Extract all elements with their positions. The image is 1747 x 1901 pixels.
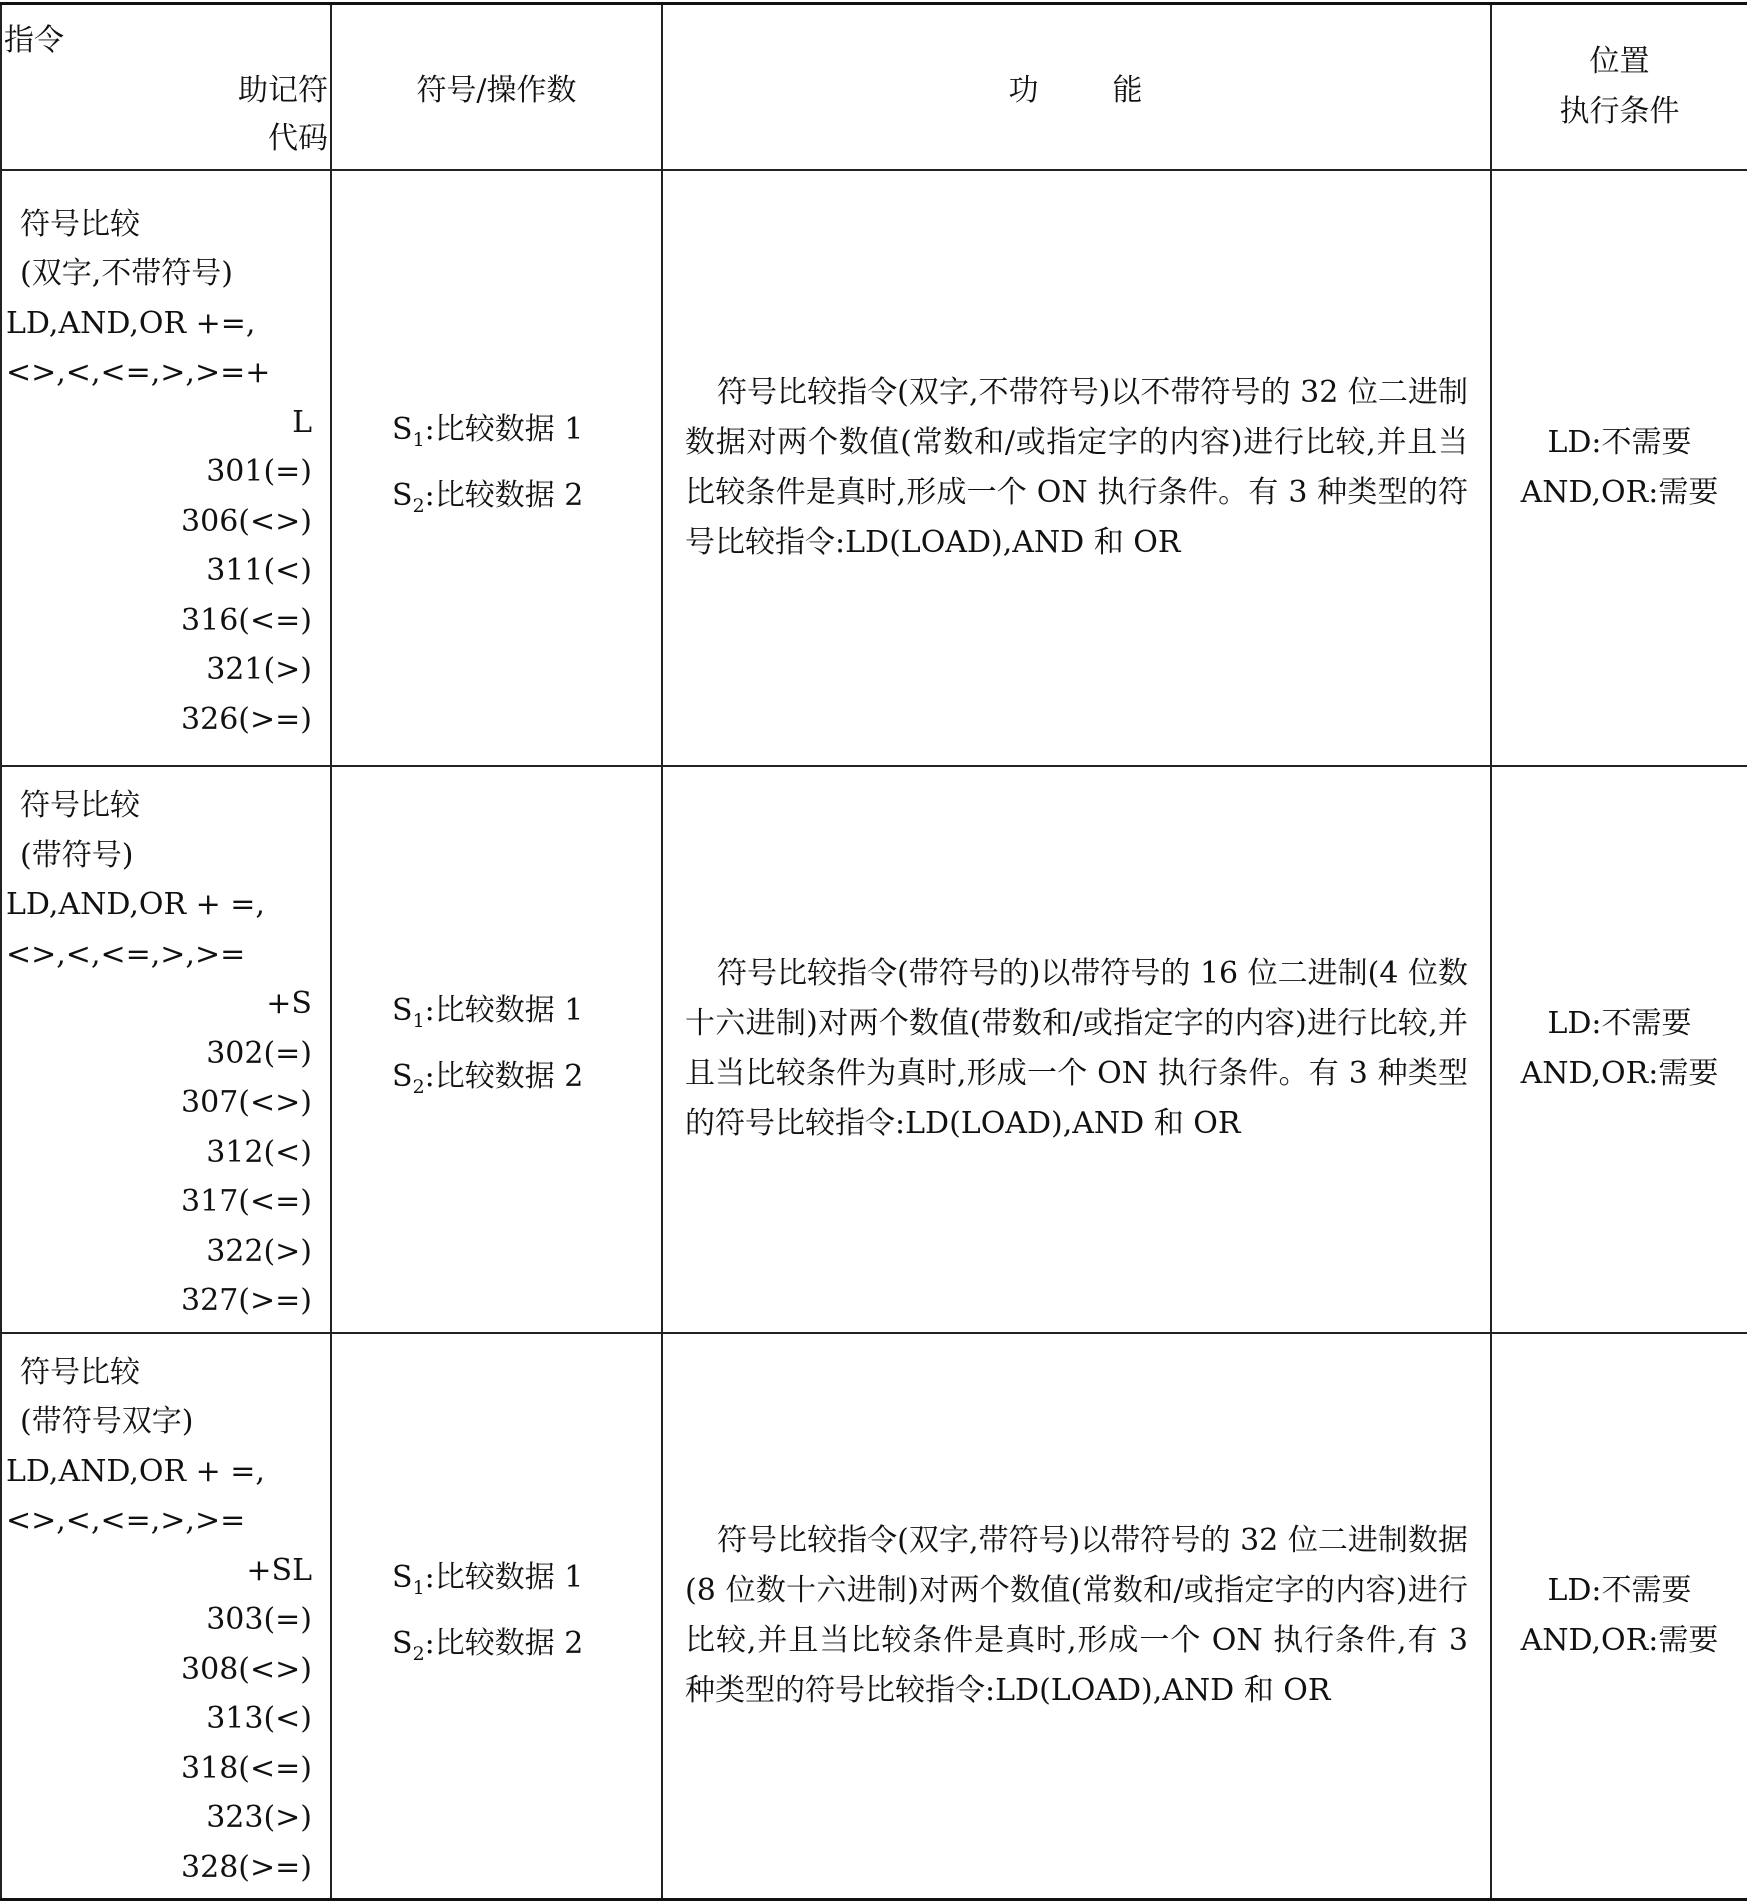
instruction-code: 321(>) xyxy=(206,652,312,688)
header-instruction-cell xyxy=(1,4,331,171)
header-exec-condition: 执行条件 xyxy=(1559,94,1680,129)
header-position: 位置 xyxy=(1589,44,1650,79)
function-cell: 符号比较指令(带符号的)以带符号的 16 位二进制(4 位数十六进制)对两个数值(带数和/或指定字的内容)进行比较,并且当比较条件为真时,形成一个 ON 执行条件。有 3 种类型的符号比较指令:LD(LOAD),AND 和 OR xyxy=(662,766,1491,1333)
instruction-table xyxy=(0,2,1747,1901)
instruction-code: 316(<=) xyxy=(181,602,312,638)
operand-s1: $S_1$:比较数据 1 xyxy=(392,412,584,451)
instruction-code: 308(<>) xyxy=(181,1651,312,1687)
instruction-code: 301(=) xyxy=(206,454,312,490)
header-position-cell xyxy=(1491,4,1747,171)
header-row xyxy=(1,4,1747,171)
instruction-cell xyxy=(1,1333,331,1900)
operand-s1: $S_1$:比较数据 1 xyxy=(392,993,584,1033)
position-ld: LD:不需要 xyxy=(1547,1572,1692,1608)
operand-s2: $S_2$:比较数据 2 xyxy=(392,478,584,517)
mnemonic-suffix: L xyxy=(292,404,312,440)
position-and-or: AND,OR:需要 xyxy=(1520,475,1719,510)
position-and-or: AND,OR:需要 xyxy=(1520,1622,1719,1658)
instruction-subtitle: (带符号) xyxy=(20,837,134,873)
instruction-code: 328(>=) xyxy=(181,1849,312,1885)
operand-s2: $S_2$:比较数据 2 xyxy=(392,1625,584,1665)
instruction-subtitle: (带符号双字) xyxy=(20,1404,194,1439)
instruction-code: 306(<>) xyxy=(181,503,312,539)
mnemonic-line-2: <>,<,<=,>,>=+ xyxy=(6,355,271,391)
instruction-code: 317(<=) xyxy=(181,1184,312,1219)
instruction-title: 符号比较 xyxy=(20,788,140,823)
mnemonic-line-1: LD,AND,OR + =, xyxy=(6,1453,265,1489)
operand-s2: $S_2$:比较数据 2 xyxy=(392,1059,584,1099)
instruction-cell xyxy=(1,766,331,1333)
table-row xyxy=(1,170,1747,766)
mnemonic-line-2: <>,<,<=,>,>= xyxy=(6,1503,246,1538)
operand-cell xyxy=(331,766,662,1333)
mnemonic-line-1: LD,AND,OR + =, xyxy=(6,887,265,922)
instruction-code: 327(>=) xyxy=(181,1283,312,1318)
mnemonic-suffix: +S xyxy=(266,986,312,1021)
instruction-cell xyxy=(1,170,331,766)
operand-cell xyxy=(331,170,662,766)
mnemonic-suffix: +SL xyxy=(246,1552,312,1588)
instruction-code: 303(=) xyxy=(206,1602,312,1637)
header-instruction: 指令 xyxy=(4,23,64,58)
table-row xyxy=(1,1333,1747,1900)
operand-s1: $S_1$:比较数据 1 xyxy=(392,1559,584,1599)
header-code: 代码 xyxy=(268,121,328,156)
position-ld: LD:不需要 xyxy=(1547,425,1692,460)
mnemonic-line-1: LD,AND,OR +=, xyxy=(6,305,256,341)
header-function xyxy=(662,4,1491,171)
header-function-a: 功 xyxy=(1008,73,1041,108)
position-ld: LD:不需要 xyxy=(1547,1006,1692,1042)
header-function-b: 能 xyxy=(1112,73,1145,108)
instruction-code: 311(<) xyxy=(206,553,312,589)
instruction-code: 313(<) xyxy=(206,1701,312,1736)
instruction-code: 312(<) xyxy=(206,1134,312,1170)
instruction-code: 318(<=) xyxy=(181,1750,312,1786)
table-row xyxy=(1,766,1747,1333)
instruction-code: 323(>) xyxy=(206,1800,312,1835)
header-mnemonic: 助记符 xyxy=(238,73,328,108)
instruction-title: 符号比较 xyxy=(20,206,140,242)
position-cell xyxy=(1491,766,1747,1333)
instruction-subtitle: (双字,不带符号) xyxy=(20,256,233,292)
operand-cell xyxy=(331,1333,662,1900)
mnemonic-line-2: <>,<,<=,>,>= xyxy=(6,936,246,972)
function-cell: 符号比较指令(双字,不带符号)以不带符号的 32 位二进制数据对两个数值(常数和/或指定字的内容)进行比较,并且当比较条件是真时,形成一个 ON 执行条件。有 3 种类型的符号比较指令:LD(LOAD),AND 和 OR xyxy=(662,170,1491,766)
instruction-code: 326(>=) xyxy=(181,701,312,737)
instruction-code: 302(=) xyxy=(206,1035,312,1071)
position-cell xyxy=(1491,1333,1747,1900)
instruction-code: 322(>) xyxy=(206,1233,312,1269)
position-and-or: AND,OR:需要 xyxy=(1520,1056,1719,1092)
instruction-code: 307(<>) xyxy=(181,1085,312,1120)
header-symbol-operand: 符号/操作数 xyxy=(331,4,662,171)
position-cell xyxy=(1491,170,1747,766)
function-cell: 符号比较指令(双字,带符号)以带符号的 32 位二进制数据(8 位数十六进制)对两个数值(常数和/或指定字的内容)进行比较,并且当比较条件是真时,形成一个 ON 执行条件,有 3 种类型的符号比较指令:LD(LOAD),AND 和 OR xyxy=(662,1333,1491,1900)
instruction-title: 符号比较 xyxy=(20,1354,140,1390)
